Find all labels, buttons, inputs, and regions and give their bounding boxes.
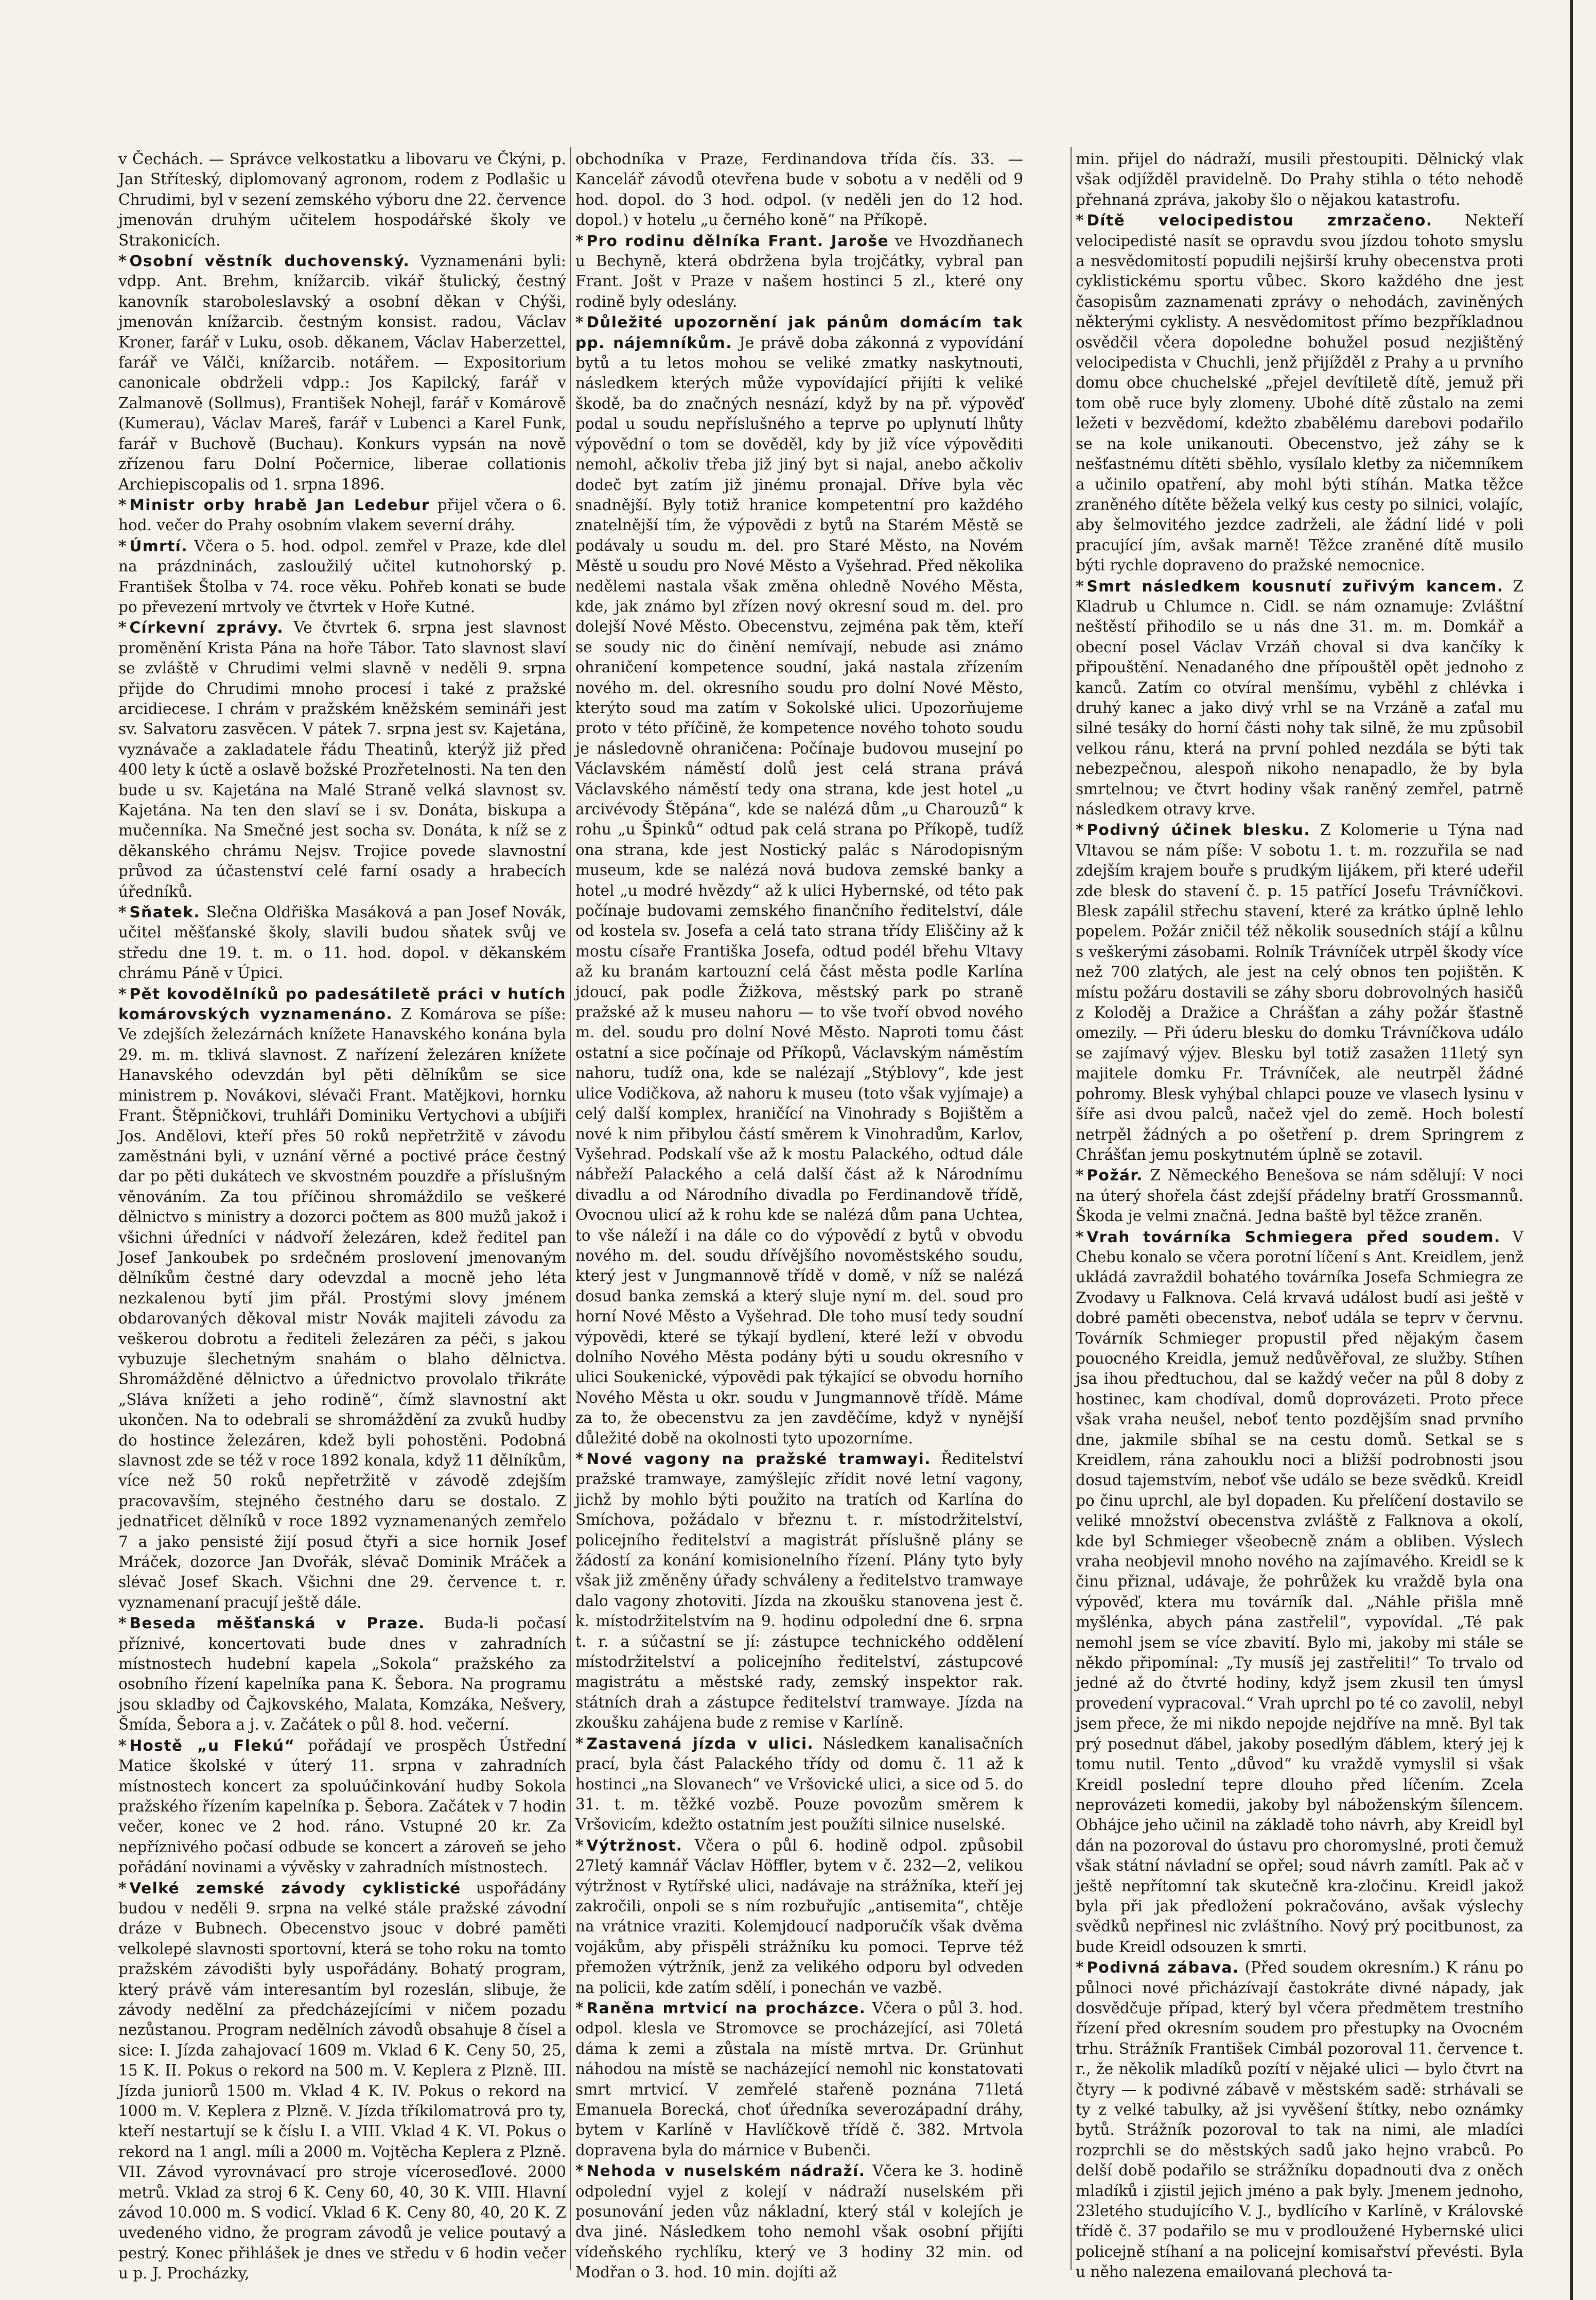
news-item xyxy=(118,1735,566,1878)
news-item xyxy=(1076,210,1523,576)
column-2 xyxy=(575,149,1023,2281)
news-item-text: Je právě doba zákonná z vypovídání bytů a tu letos mohou se veliké zmatky naskytnouti, následkem kterých může vypovídající přijíti k veliké škodě, ba do značných nesnází, když by na př. výpověď podal u soudu nepříslušného a teprve po uplynutí lhůty výpovědní o tom se dověděl, kdy by již více výpověditi nemohl, ačkoliv třeba již jiný byt si najal, anebo ačkoliv dodeč byt zatím již jinému pronajal. Dříve byla věc snadnější. Byly totiž hranice kompetentní pro každého znatelnější tím, že výpovědi z bytů na Starém Městě se podávaly u soudu m. del. pro Staré Město, na Novém Městě u soudu pro Nové Město a Vyšehrad. Před několika nedělemi nastala však změna ohledně Nového Města, kde, jak známo byl zřízen nový okresní soud m. del. pro dolejší Nové Město. Obecenstvu, zejména pak těm, kteří se soudy nic do činění nemívají, nebude asi známo ohraničení kompetence soudní, jaká nastala zřízením nového m. del. okresního soudu pro dolní Nové Město, kterýto soud ma zatím v Sokolské ulici. Upozorňujeme proto v této příčině, že kompetence nového tohoto soudu je následovně ohraničena: Počínaje budovou musejní po Václavském náměstí dolů jest celá strana prává Václavského náměstí tedy ona strana, kde jest hotel „u arcivévody Štěpána“, kde se nalézá dům „u Charouzů“ k rohu „u Špinků“ odtud pak celá strana po Příkopě, tudíž ona strana, kde jest Nostický palác s Národopisným museum, kde se nalézá nová budova zemské banky a hotel „u modré hvězdy“ až k ulici Hybernské, od této pak počínaje budovami zemského finančního ředitelství, dále od kostela sv. Josefa a celá tato strana třídy Eliščiny až k mostu císaře Františka Josefa, odtud podél břehu Vltavy až ku branám kartouzní celá část města podle Karlína jdoucí, pak podle Žižkova, městský park po straně pražské až k museu nahoru — to vše tvoří obvod nového m. del. soudu pro dolní Nové Město. Naproti tomu část ostatní a sice počínaje od Příkopů, Václavským náměstím nahoru, tudíž ona, kde se nalézají „Stýblovy“, kde jest ulice Vodičkova, až nahoru k museu (toto však vyjímaje) a celý další komplex, hraničící na Vinohrady s Bojištěm a nové k nim přibylou částí směrem k Vinohradům, Karlov, Vyšehrad. Podskalí vše až k mostu Palackého, odtud dále nábřeží Palackého a celá další část až k Národnímu divadlu a od Národního divadla po Ferdinandově třídě, Ovocnou ulicí až k rohu kde se nalézá dům pana Uchtea, to vše náleží i na dále co do výpovědí z bytů v obvodu nového m. del. soudu dřívějšího novoměstského soudu, který jest v Jungmannově třídě v domě, v níž se nalézá dosud banka zemská a který sluje nyní m. del. soud pro horní Nové Město a Vyšehrad. Dle toho musí tedy soudní výpovědi, které se týkají bydlení, které leží v obvodu dolního Nového Města podány býti u soudu okresního v ulici Soukenické, výpovědi pak týkající se obvodu horního Nového Města u okr. soudu v Jungmannově třídě. Máme za to, že obecenstvu za jen zavděčíme, když v nynější důležité době na okolnosti tyto upozorníme. xyxy=(575,334,1023,1447)
news-item-text: Z Kolomerie u Týna nad Vltavou se nám píše: V sobotu 1. t. m. rozzuřila se nad zdejším krajem bouře s prudkým lijákem, při které udeřil zde blesk do stavení č. p. 15 patřící Josefu Trávníčkovi. Blesk zapálil střechu stavení, které za krátko úplně lehlo popelem. Požár zničil též několik sousedních stájí a kůlnu s veškerými zásobami. Rolník Trávníček utrpěl škody více než 700 zlatých, ale jest na celý obnos ten pojištěn. K místu požáru dostavili se záhy sboru dobrovolných hasičů z Koloděj a Dražice a Chrášťan a záhy požár šťastně omezily. — Při úderu blesku do domku Trávníčkova událo se zajímavý výjev. Blesku byl totiž zasažen 11letý syn majitele domku Fr. Trávníček, ale neutrpěl žádné pohromy. Blesk vyhýbal chlapci pouze ve vlasech lysinu v šíře asi dvou palců, načež vjel do země. Hoch bolestí netrpěl žádných a po ošetření p. drem Springrem z Chrášťan jemu poskytnutém úplně se zotavil. xyxy=(1076,821,1523,1163)
news-item-heading: Vrah továrníka Schmiegera před soudem. xyxy=(1086,1228,1501,1246)
item-marker-asterisk: * xyxy=(118,1736,127,1754)
item-marker-asterisk: * xyxy=(118,984,127,1003)
news-item-text: pořádají ve prospěch Ústřední Matice školské v úterý 11. srpna v zahradních místnostech koncert za spoluúčinkování hudby Sokola pražského řízením kapelníka p. Šebora. Začátek v 7 hodin večer, konec ve 2 hod. ráno. Vstupné 20 kr. Za nepříznivého počasí odbude se koncert a zároveň se jeho pořádání novinami a vývěsky v zahradních místnostech. xyxy=(118,1736,566,1876)
news-item xyxy=(1076,820,1523,1165)
news-item-text: obchodníka v Praze, Ferdinandova třída čís. 33. — Kancelář závodů otevřena bude v sobotu a v neděli od 9 hod. dopol. do 3 hod. odpol. (v neděli jen do 12 hod. dopol.) v hotelu „u černého koně“ na Příkopě. xyxy=(575,150,1023,229)
news-item-heading: Nehoda v nuselském nádraží. xyxy=(586,2162,866,2180)
item-marker-asterisk: * xyxy=(118,252,127,270)
news-item-heading: Sňatek. xyxy=(129,903,201,921)
item-marker-asterisk: * xyxy=(118,1878,127,1897)
news-item-heading: Velké zemské závody cyklistické xyxy=(129,1879,461,1897)
news-item xyxy=(575,1998,1023,2160)
item-marker-asterisk: * xyxy=(1076,1166,1084,1184)
news-item-text: Včera o půl 3. hod. odpol. klesla ve Stromovce se procházející, asi 70letá dáma k zemi a zůstala na místě mrtva. Dr. Grünhut náhodou na místě se nacházející nemohl nic konstatovati smrt mrtvicí. V zemřelé stařeně poznána 71letá Emanuela Borecká, choť úředníka severozápadní dráhy, bytem v Karlíně v Havlíčkově třídě č. 382. Mrtvola dopravena byla do márnice v Bubenči. xyxy=(575,1999,1023,2159)
item-marker-asterisk: * xyxy=(118,1614,127,1632)
item-marker-asterisk: * xyxy=(1076,577,1084,595)
item-marker-asterisk: * xyxy=(575,1450,584,1468)
news-item-heading: Osobní věstník duchovenský. xyxy=(129,252,410,270)
news-item-heading: Církevní zprávy. xyxy=(129,619,284,637)
news-item-text: min. přijel do nádraží, musili přestoupiti. Dělnický vlak však odjížděl pravidelně. Do Prahy stihla o této nehodě přehnaná zpráva, jakoby šlo o nějakou katastrofu. xyxy=(1076,150,1523,208)
news-item xyxy=(575,1449,1023,1733)
news-item-text: Z Komárova se píše: Ve zdejších železárnách knížete Hanavského konána byla 29. m. m. tklivá slavnost. Z nařízení železáren knížete Hanavského odevzdán byl pěti dělníkům se sice ministrem p. Novákovi, slévači Frant. Matějkovi, hornku Frant. Štěpničkovi, truhláři Dominiku Vertychovi a ubíjiři Jos. Andělovi, kteří přes 50 roků nepřetržitě v závodu zaměstnáni byli, v uznání věrné a poctivé práce čestný dar po pěti dukátech ve skvostném pouzdře a příslušným věnováním. Za tou příčinou shromáždilo se veškeré dělnictvo s ministry a dozorci počtem as 800 mužů jakož i všichni úředníci v nádvoří železáren, kdež ředitel pan Josef Jankoubek po srdečném proslovení jmenovaným dělníkům čestné dary odevzdal a mocně jeho léta nezkalenou bytí jim přál. Prostými slovy jménem obdarovaných děkoval mistr Novák majiteli závodu za veškerou dobrotu a řediteli železáren za péči, s jakou vybuzuje šlechetným snahám o blaho dělnictva. Shromážděné dělnictvo a úřednictvo provolalo třikráte „Sláva knížeti a jeho rodině“, čímž slavnostní akt ukončen. Na to odebrali se shromáždění za zvuků hudby do hostince železáren, kdež byli pohostěni. Podobná slavnost zde se též v roce 1892 konala, když 11 dělníkům, více než 50 roků nepřetržitě v závodě zdejším pracovavším, stejného čestného daru se dostalo. Z jednatřicet dělníků v roce 1892 vyznamenaných zemřelo 7 a jako pensisté žijí posud čtyři a sice hornik Josef Mráček, dozorce Jan Dvořák, slévač Dominik Mráček a slévač Josef Skach. Všichni dne 29. července t. r. vyznamenaní pracují ještě dále. xyxy=(118,1005,566,1611)
item-marker-asterisk: * xyxy=(575,1998,584,2017)
news-item-text: V Chebu konalo se včera porotní líčení s Ant. Kreidlem, jenž ukládá zavraždil bohatého továrníka Josefa Schmiegra ze Zvodavy u Falknova. Celá krvavá událost budí asi ještě v dobré paměti obecenstva, neboť udála se teprv v červnu. Továrník Schmieger propustil před nějakým časem pouocného Kreidla, jemuž nedůvěřoval, ze služby. Stíhen jsa ihou předtuchou, dal se každý večer na půl 8 doby z hostinec, kam chodíval, domů doprovázeti. Proto přece však vraha neušel, neboť tento pozdějším snad prvního dne, jakmile sbíhal se na cestu domů. Setkal se s Kreidlem, rána zahouklu noci a bližší podrobnosti jsou dosud tajemstvím, neboť vše událo se beze svědků. Kreidl po činu uprchl, ale byl dopaden. Ku přelíčení dostavilo se veliké množství obecenstva zvláště z Falknova a okolí, kde byl Schmieger všeobecně znám a obliben. Výslech vraha neobjevil mnoho nového na zajímavého. Kreidl se k činu přiznal, udávaje, že pohrůžek ku vraždě byla ona výpověď, ktera mu továrník dal. „Náhle přišla mně myšlénka, abych pána zastřelil“, vypovídal. „Té pak nemohl jsem se více zbavití. Bylo mi, jakoby mi stále se někdo připomínal: „Ty musíš jej zastřeliti!“ To trvalo od jedné až do čtvrté hodiny, když jsem zkusil ten úmysl provedení vypracoval.“ Vrah uprchl po té co zavolil, nebyl jsem přece, že mi nikdo nepojde nejdříve na mně. Byl tak prý posednut ďábel, jakoby posedlým ďáblem, který jej k tomu nutil. Tento „důvod“ ku vraždě vymyslil si však Kreidl poslední tepre dlouho před líčením. Zcela neprovázeti komedii, jakoby byl náboženským šílencem. Obhájce jeho učinil na základě toho návrh, aby Kreidl byl dán na pozoroval do ústavu pro choromyslné, proti čemuž však státní návladní se opřel; soud návrh zamítl. Pak ač v ještě nepřítomní tak skutečně kra-zločinu. Kreidl jakož byla při jak předložení pokračováno, avšak výslechy svědků nepřinesl nic zvláštního. Nový prý pocitbunost, za bude Kreidl odsouzen k smrti. xyxy=(1076,1228,1523,1956)
news-item xyxy=(118,495,566,536)
column-3 xyxy=(1076,149,1523,2281)
news-item-text: ve Hvozdňanech u Bechyně, která obdržena byla trojčátky, vybral pan Frant. Jošt v Praze v našem hostinci 5 zl., které ony rodině byly odeslány. xyxy=(575,232,1023,310)
page-edge-rule xyxy=(1570,0,1573,2300)
news-item-text: Ředitelství pražské tramwaye, zamýšlejíc zřídit nové letní vagony, jichž by mohlo býti použito na tratích od Karlína do Smíchova, požádalo v březnu t. r. místodržitelství, policejního ředitelství a magistrát příslušně plány se žádostí za konání komisionelního řízení. Plány tyto byly však již změněny úřady schváleny a ředitelstvo tramwaye dalo vagony zhotoviti. Jízda na zkoušku stanovena jest č. k. místodržitelstvím na 9. hodinu odpolední dne 6. srpna t. r. a súčastní se jí: zástupce technického oddělení místodržitelství a policejního ředitelství, zástupcové magistrátu a městské rady, zemský inspektor rak. státních drah a zástupce ředitelství tramwaye. Jízda na zkoušku zahájena bude z remise v Karlíně. xyxy=(575,1450,1023,1732)
news-item-heading: Výtržnost. xyxy=(586,1836,683,1854)
news-item xyxy=(1076,576,1523,820)
news-item xyxy=(1076,149,1523,210)
news-item-text: Následkem kanalisačních prací, byla část Palackého třídy od domu č. 11 až k hostinci „na Slovanech“ ve Vršovické ulici, a sice od 5. do 31. t. m. těžké vozbě. Pouze povozům směrem k Vršovicím, kdežto ostatním jest použíti silnice nuselské. xyxy=(575,1734,1023,1834)
news-item xyxy=(118,617,566,902)
news-item-heading: Zastavená jízda v ulici. xyxy=(586,1734,814,1752)
news-item-heading: Beseda měšťanská v Praze. xyxy=(129,1614,425,1632)
news-item xyxy=(118,984,566,1613)
item-marker-asterisk: * xyxy=(575,1734,584,1752)
news-item xyxy=(575,312,1023,1449)
news-item-heading: Úmrtí. xyxy=(129,537,188,555)
news-item xyxy=(1076,1165,1523,1226)
news-item xyxy=(1076,1227,1523,1958)
news-item-heading: Požár. xyxy=(1086,1166,1143,1184)
news-item xyxy=(118,1878,566,2284)
news-item-text: Včera ke 3. hodině odpolední vyjel z kolejí v nádraží nuselském při posunování jeden vůz nákladní, který stál v kolejích je dva jiné. Následkem toho nemohl však osobní přijíti vídeňského rychlíku, který ve 3 hodiny 32 min. od Modřan o 3. hod. 10 min. dojíti až xyxy=(575,2162,1023,2281)
news-item xyxy=(118,149,566,251)
news-item xyxy=(575,1835,1023,1998)
news-item xyxy=(575,231,1023,312)
news-item-heading: Smrt následkem kousnutí zuřivým kancem. xyxy=(1086,577,1504,595)
news-item-heading: Důležité upozornění jak pánům domácím tak pp. nájemníkům. xyxy=(575,313,1023,352)
item-marker-asterisk: * xyxy=(575,1836,584,1854)
news-item-heading: Nové vagony na pražské tramwayi. xyxy=(586,1450,931,1468)
news-item xyxy=(1076,1957,1523,2282)
news-item-text: Slečna Oldřiška Masáková a pan Josef Novák, učitel měšťanské školy, slavili budou sňatek svůj ve středu dne 19. t. m. o 11. hod. dopol. v děkanském chrámu Páně v Úpici. xyxy=(118,903,566,982)
news-item xyxy=(118,902,566,984)
news-item-heading: Podivná zábava. xyxy=(1086,1959,1239,1977)
item-marker-asterisk: * xyxy=(118,495,127,514)
news-item-text: Ve čtvrtek 6. srpna jest slavnost proměnění Krista Pána na hoře Tábor. Tato slavnost slaví se zvláště v Chrudimi velmi slavně v neděli 9. srpna přijde do Chrudimi mnoho procesí i také z pražské arcidiecese. I chrám v pražském kněžském semináři jest sv. Salvatoru zasvěcen. V pátek 7. srpna jest sv. Kajetána, vyznávače a zakladatele řádu Theatinů, kterýž již před 400 lety k úctě a oslavě božské Prozřetelnosti. Na ten den bude u sv. Kajetána na Malé Straně velká slavnost sv. Kajetána. Na ten den slaví se i sv. Donáta, biskupa a mučenníka. Na Smečné jest socha sv. Donáta, k níž se z děkanského chrámu Nejsv. Trojice povede slavnostní průvod za účastenství celé farní osady a hrabecích úředníků. xyxy=(118,619,566,900)
news-item-text: přijel včera o 6. hod. večer do Prahy osobním vlakem severní dráhy. xyxy=(118,496,566,534)
news-item-text: Včera o půl 6. hodině odpol. způsobil 27letý kamnář Václav Höffler, bytem v č. 232—2, velikou výtržnost v Rytířské ulici, nadávaje na strážníka, kteří jej zakročili, onpoli se s ním rozbuřujíc „antisemita“, chtěje na vrátnice vraziti. Kolemjdoucí nadporučík však dvěma vojákům, aby přispěli strážníku ku pomoci. Teprve též přemožen výtržník, jenž za velikého odporu byl odveden na policii, kde zatím sdělí, i ponechán ve vazbě. xyxy=(575,1836,1023,1996)
news-item-text: Z Německého Benešova se nám sdělují: V noci na úterý shořela část zdejší přádelny bratří Grossmannů. Škoda je velmi značná. Jedna baště byl těžce zraněn. xyxy=(1076,1166,1523,1225)
news-item-heading: Pět kovodělníků po padesátiletě práci v hutích komárovských vyznamenáno. xyxy=(118,985,566,1023)
item-marker-asterisk: * xyxy=(118,536,127,555)
column-divider xyxy=(570,147,571,2270)
news-item-text: v Čechách. — Správce velkostatku a libovaru ve Čkýni, p. Jan Stříteský, diplomovaný agronom, rodem z Podlašic u Chrudimi, byl v sezení zemského výboru dne 22. července jmenován druhým učitelem hospodářské školy ve Strakonicích. xyxy=(118,150,566,249)
item-marker-asterisk: * xyxy=(1076,211,1084,230)
news-item xyxy=(575,1733,1023,1835)
news-item xyxy=(575,2160,1023,2282)
item-marker-asterisk: * xyxy=(1076,1227,1084,1246)
news-item-text: Buda-li počasí příznivé, koncertovati bude dnes v zahradních místnostech hudební kapela „Sokola“ pražského za osobního řízení kapelníka pana K. Šebora. Na programu jsou skladby od Čajkovského, Malata, Komzáka, Nešvery, Šmída, Šebora a j. v. Začátek o půl 8. hod. večerní. xyxy=(118,1614,566,1734)
item-marker-asterisk: * xyxy=(575,2162,584,2180)
news-item-heading: Podivný účinek blesku. xyxy=(1086,821,1311,839)
news-item xyxy=(118,536,566,618)
news-item-heading: Ministr orby hrabě Jan Ledebur xyxy=(129,496,430,514)
item-marker-asterisk: * xyxy=(1076,821,1084,839)
column-divider xyxy=(1071,147,1072,2270)
item-marker-asterisk: * xyxy=(118,903,127,921)
item-marker-asterisk: * xyxy=(575,231,584,250)
item-marker-asterisk: * xyxy=(118,618,127,637)
news-item-heading: Pro rodinu dělníka Frant. Jaroše xyxy=(586,232,889,250)
news-item-text: Vyznamenáni byli: vdpp. Ant. Brehm, knížarcib. vikář štulický, čestný kanovník staroboleslavský a osobní děkan v Chýši, jmenován knížarcib. čestným konsist. radou, Václav Kroner, farář v Luku, osob. děkanem, Václav Haberzettel, farář ve Válči, knížarcib. notářem. — Expositorium canonicale obdrželi vdpp.: Jos Kapilcký, farář v Zalmanově (Sollmus), František Nohejl, farář v Komárově (Kumerau), Václav Mareš, farář v Lubenci a Karel Funk, farář v Buchově (Buchau). Konkurs vypsán na nově zřízenou faru Dolní Počernice, liberae collationis Archiepiscopalis od 1. srpna 1896. xyxy=(118,252,566,493)
news-item-heading: Hostě „u Flekú“ xyxy=(129,1736,295,1754)
item-marker-asterisk: * xyxy=(575,313,584,332)
news-item-text: (Před soudem okresním.) K ránu po půlnoci nové přicházívají častokráte divné nápady, jak dosvědčuje případ, který byl včera předmětem trestního řízení před okresním soudem pro přestupky na Ovocném trhu. Strážník František Cimbál pozoroval 11. července t. r., že několik mladíků pozítí v nějaké ulici — bylo čtvrt na čtyry — k podivné zábavě v městském sadě: strhávali se ty z velké tabulky, až jsi vyvěšení štítky, nebo oznámky bytů. Strážník pozoroval to tak na nimi, ale mladíci rozprchli se do městských sadů jako hejno vrabců. Po delší době podařilo se strážníku dopadnouti dva z oněch mladíků i zjistil jejich jméno a pak byly. Jmenem jednoho, 23letého studujícího V. J., bydlícího v Karlíně, v Královské třídě č. 37 podařilo se mu v prodloužené Hybernské ulici policejně stíhaní a na policejní komisařství převésti. Byla u něho nalezena emailovaná plechová ta- xyxy=(1076,1959,1523,2281)
news-item-text: Včera o 5. hod. odpol. zemřel v Praze, kde dlel na prázdninách, zasloužilý učitel kutnohorský p. František Štolba v 74. roce věku. Pohřeb konati se bude po převezení mrtvoly ve čtvrtek v Hoře Kutné. xyxy=(118,537,566,616)
item-marker-asterisk: * xyxy=(1076,1958,1084,1977)
news-item-heading: Raněna mrtvicí na procházce. xyxy=(586,1999,866,2017)
news-item xyxy=(575,149,1023,231)
column-1 xyxy=(118,149,566,2282)
news-item xyxy=(118,251,566,495)
news-item-text: Nekteří velocipedisté nasít se opravdu svou jízdou tohoto smyslu a nesvědomitostí popudili nejširší kruhy obecenstva proti cyklistickému sportu vůbec. Skoro každého dne jest časopisům zaznamenati zprávy o nehodách, zaviněných některými cyklisty. A nesvědomitost přímo bezpříkladnou osvědčil včera dopoledne bohužel posud nezjištěný velocipedista v Chuchli, jenž přijížděl z Prahy a u prvního domu obce chuchelské „přejel devítiletě dítě, jemuž při tom obě ruce byly zlomeny. Ubohé dítě zůstalo na zemi ležeti v bezvědomí, kdežto zbabělému darebovi podařilo se na kole unikanouti. Obecenstvo, jež záhy se k nešťastnému dítěti sběhlo, vysílalo kletby za ničemníkem a učinilo opatření, aby mohl býti stíhán. Matka těžce zraněného dítěte běžela velký kus cesty po silnici, volajíc, aby šelmovitého jezdce zadrželi, ale žádní lidé v poli pracující jím, avšak marně! Těžce zraněné dítě musilo býti rychle dopraveno do pražské nemocnice. xyxy=(1076,212,1523,574)
news-item xyxy=(118,1613,566,1735)
news-item-heading: Dítě velocipedistou zmrzačeno. xyxy=(1086,212,1433,230)
news-item-text: Z Kladrub u Chlumce n. Cidl. se nám oznamuje: Zvláštní neštěstí přihodilo se u nás dne 31. m. m. Domkář a obecní posel Václav Vrzáň choval si dva kančíky k připouštění. Nenadaného dne přípouštěl opět jednoho z kanců. Zatím co otvíral menšímu, vyběhl z chlévka i druhý kanec a jako divý vrhl se na Vrzáně a zaťal mu silné tesáky do horní části nohy tak silně, že mu způsobil velkou ránu, která na první pohled nezdála se býti tak nebezpečnou, alespoň nikoho nenapadlo, že by byla smrtelnou; ve čtvrt hodiny však raněný zemřel, patrně následkem otravy krve. xyxy=(1076,577,1523,818)
news-item-text: uspořádány budou v neděli 9. srpna na velké stále pražské závodní dráze v Bubnech. Obecenstvo jsouc v dobré paměti velkolepé slavnosti sportovní, která se toho roku na tomto pražském závodišti byly uspořádány. Bohatý program, který právě vám interesantím byl rozeslán, slibuje, že závody nedělní za předcházejícími v ničem pozadu nezůstanou. Program nedělních závodů obsahuje 8 čísel a sice: I. Jízda zahajovací 1609 m. Vklad 6 K. Ceny 50, 25, 15 K. II. Pokus o rekord na 500 m. V. Keplera z Plzně. III. Jízda juniorů 1500 m. Vklad 4 K. IV. Pokus o rekord na 1000 m. V. Keplera z Plzně. V. Jízda tříkilomatrová pro ty, kteří nestartují se k číslu I. a VIII. Vklad 4 K. VI. Pokus o rekord na 1 angl. míli a 2000 m. Vojtěcha Keplera z Plzně. VII. Závod vyrovnávací pro stroje víceroseďlové. 2000 metrů. Vklad za stroj 6 K. Ceny 60, 40, 30 K. VIII. Hlavní závod 10.000 m. S vodicí. Vklad 6 K. Ceny 80, 40, 20 K. Z uvedeného vidno, že program závodů je velice poutavý a pestrý. Konec přihlášek je dnes ve středu v 6 hodin večer u p. J. Procházky, xyxy=(118,1879,566,2282)
